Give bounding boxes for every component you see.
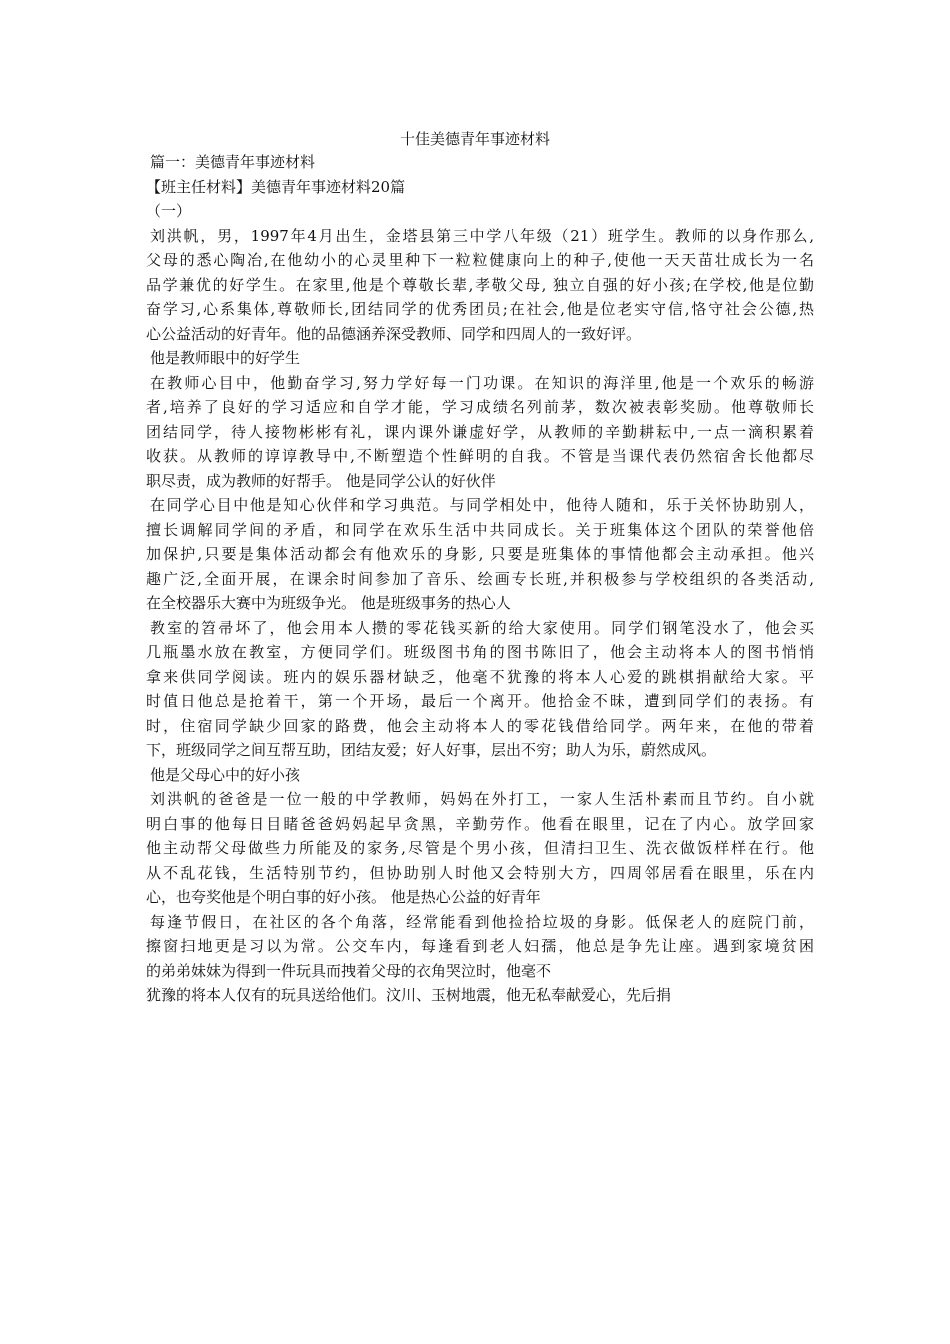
text-line: 篇一：美德青年事迹材料 [150, 153, 316, 171]
document-body [146, 150, 814, 1008]
text-line: 团结同学，待人接物彬彬有礼，课内课外谦虚好学，从教师的辛勤耕耘中,一点一滴积累着 [146, 422, 814, 441]
text-line: 他是教师眼中的好学生 [150, 349, 301, 367]
text-line: 时值日他总是抢着干，第一个开场，最后一个离开。他拾金不昧，遭到同学们的表扬。有 [146, 692, 814, 710]
text-line: 下，班级同学之间互帮互助，团结友爱；好人好事，层出不穷；助人为乐，蔚然成风。 [146, 741, 717, 759]
text-line: 收获。从教师的谆谆教导中,不断塑造个性鲜明的自我。不管是当课代表仍然宿舍长他都尽 [146, 447, 814, 465]
text-line: 明白事的他每日目睹爸爸妈妈起早贪黑，辛勤劳作。他看在眼里，记在了内心。放学回家 [146, 814, 814, 833]
text-line: 加保护,只要是集体活动都会有他欢乐的身影, 只要是班集体的事情他都会主动承担。他兴 [146, 545, 814, 563]
text-line: 犹豫的将本人仅有的玩具送给他们。汶川、玉树地震，他无私奉献爱心，先后捐 [146, 986, 672, 1004]
text-line: 教室的笤帚坏了，他会用本人攒的零花钱买新的给大家使用。同学们钢笔没水了，他会买 [150, 618, 814, 637]
text-line: 在全校器乐大赛中为班级争光。 他是班级事务的热心人 [146, 594, 511, 612]
text-line: 刘洪帆，男，1997年4月出生，金塔县第三中学八年级（21）班学生。教师的以身作那么, [150, 226, 814, 245]
text-line: 每逢节假日，在社区的各个角落，经常能看到他捡拾垃圾的身影。低保老人的庭院门前， [150, 912, 814, 931]
text-line: 擅长调解同学间的矛盾，和同学在欢乐生活中共同成长。关于班集体这个团队的荣誉他倍 [146, 520, 814, 539]
text-line: 品学兼优的好学生。在家里,他是个尊敬长辈,孝敬父母, 独立自强的好小孩;在学校,他是位勤 [146, 275, 814, 294]
text-line: 【班主任材料】美德青年事迹材料20篇 [146, 177, 406, 196]
text-line: 从不乱花钱，生活特别节约，但协助别人时他又会特别大方，四周邻居看在眼里，乐在内 [146, 863, 814, 882]
text-line: 拿来供同学阅读。班内的娱乐器材缺乏，他毫不犹豫的将本人心爱的跳棋捐献给大家。平 [146, 667, 814, 686]
text-line: 时，住宿同学缺少回家的路费，他会主动将本人的零花钱借给同学。两年来，在他的带着 [146, 716, 814, 735]
text-line: 几瓶墨水放在教室，方便同学们。班级图书角的图书陈旧了，他会主动将本人的图书悄悄 [146, 643, 814, 661]
text-line: 他主动帮父母做些力所能及的家务,尽管是个男小孩，但清扫卫生、洗衣做饭样样在行。他 [146, 839, 814, 857]
document-title: 十佳美德青年事迹材料 [399, 130, 550, 148]
text-line: 在教师心目中，他勤奋学习,努力学好每一门功课。在知识的海洋里,他是一个欢乐的畅游 [150, 373, 814, 392]
text-line: 他是父母心中的好小孩 [150, 765, 301, 784]
text-line: 在同学心目中他是知心伙伴和学习典范。与同学相处中，他待人随和，乐于关怀协助别人， [150, 496, 814, 514]
text-line: 奋学习,心系集体,尊敬师长,团结同学的优秀团员;在社会,他是位老实守信,恪守社会公德,热 [146, 300, 814, 318]
text-line: （一） [146, 202, 192, 220]
text-line: 趣广泛,全面开展，在课余时间参加了音乐、绘画专长班,并积极参与学校组织的各类活动, [146, 569, 814, 588]
text-line: 者,培养了良好的学习适应和自学才能，学习成绩名列前茅，数次被表彰奖励。他尊敬师长 [146, 398, 814, 416]
text-line: 心公益活动的好青年。他的品德涵养深受教师、同学和四周人的一致好评。 [146, 324, 642, 343]
text-line: 的弟弟妹妹为得到一件玩具而拽着父母的衣角哭泣时，他毫不 [146, 961, 552, 980]
text-line: 心，也夸奖他是个明白事的好小孩。 他是热心公益的好青年 [146, 888, 541, 906]
text-line: 擦窗扫地更是习以为常。公交车内，每逢看到老人妇孺，他总是争先让座。遇到家境贫困 [146, 937, 814, 955]
text-line: 父母的悉心陶冶,在他幼小的心灵里种下一粒粒健康向上的种子,使他一天天苗壮成长为一名 [146, 251, 814, 269]
text-line: 职尽责，成为教师的好帮手。 他是同学公认的好伙伴 [146, 471, 496, 490]
text-line: 刘洪帆的爸爸是一位一般的中学教师，妈妈在外打工，一家人生活朴素而且节约。自小就 [150, 790, 814, 808]
